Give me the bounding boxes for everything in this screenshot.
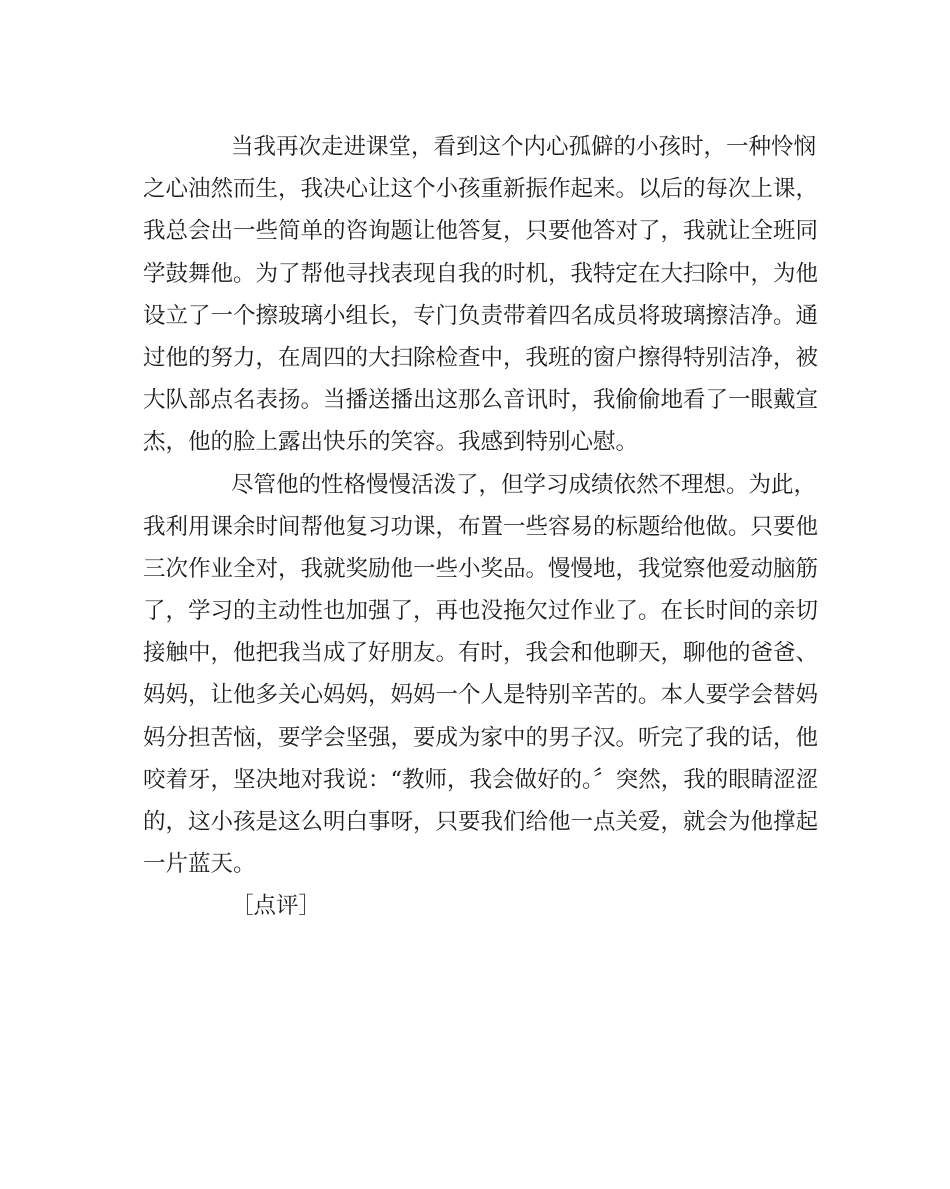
text-line: 之心油然而生，我决心让这个小孩重新振作起来。以后的每次上课， [143, 176, 819, 203]
text-line: 了，学习的主动性也加强了，再也没拖欠过作业了。在长时间的亲切 [143, 598, 819, 625]
text-line: 妈分担苦恼，要学会坚强，要成为家中的男子汉。听完了我的话，他 [143, 724, 819, 751]
text-line: 一片蓝天。 [143, 851, 256, 878]
text-line: 我总会出一些简单的咨询题让他答复，只要他答对了，我就让全班同 [143, 218, 819, 245]
paragraph-3-comment-heading [143, 885, 811, 927]
text-line: 接触中，他把我当成了好朋友。有时，我会和他聊天，聊他的爸爸、 [143, 640, 819, 667]
text-line: 过他的努力，在周四的大扫除检查中，我班的窗户擦得特别洁净，被 [143, 344, 819, 371]
text-line: 杰，他的脸上露出快乐的笑容。我感到特别心慰。 [143, 429, 639, 456]
text-line: 学鼓舞他。为了帮他寻找表现自我的时机，我特定在大扫除中，为他 [143, 260, 819, 287]
comment-heading: ［点评］ [231, 893, 322, 920]
paragraph-2 [143, 464, 819, 886]
document-body [143, 126, 819, 928]
text-line: 的，这小孩是这么明白事呀，只要我们给他一点关爱，就会为他撑起 [143, 809, 819, 835]
text-line: 我利用课余时间帮他复习功课，布置一些容易的标题给他做。只要他 [143, 513, 819, 540]
text-line: 大队部点名表扬。当播送播出这那么音讯时，我偷偷地看了一眼戴宣 [143, 387, 819, 414]
text-line: 咬着牙，坚决地对我说：“教师，我会做好的。〞突然，我的眼睛涩涩 [143, 766, 819, 793]
text-line: 当我再次走进课堂，看到这个内心孤僻的小孩时，一种怜悯 [231, 134, 817, 160]
text-line: 尽管他的性格慢慢活泼了，但学习成绩依然不理想。为此， [231, 471, 817, 498]
paragraph-1 [143, 126, 819, 464]
text-line: 妈妈，让他多关心妈妈，妈妈一个人是特别辛苦的。本人要学会替妈 [143, 682, 819, 709]
text-line: 三次作业全对，我就奖励他一些小奖品。慢慢地，我觉察他爱动脑筋 [143, 555, 819, 582]
text-line: 设立了一个擦玻璃小组长，专门负责带着四名成员将玻璃擦洁净。通 [143, 302, 819, 329]
